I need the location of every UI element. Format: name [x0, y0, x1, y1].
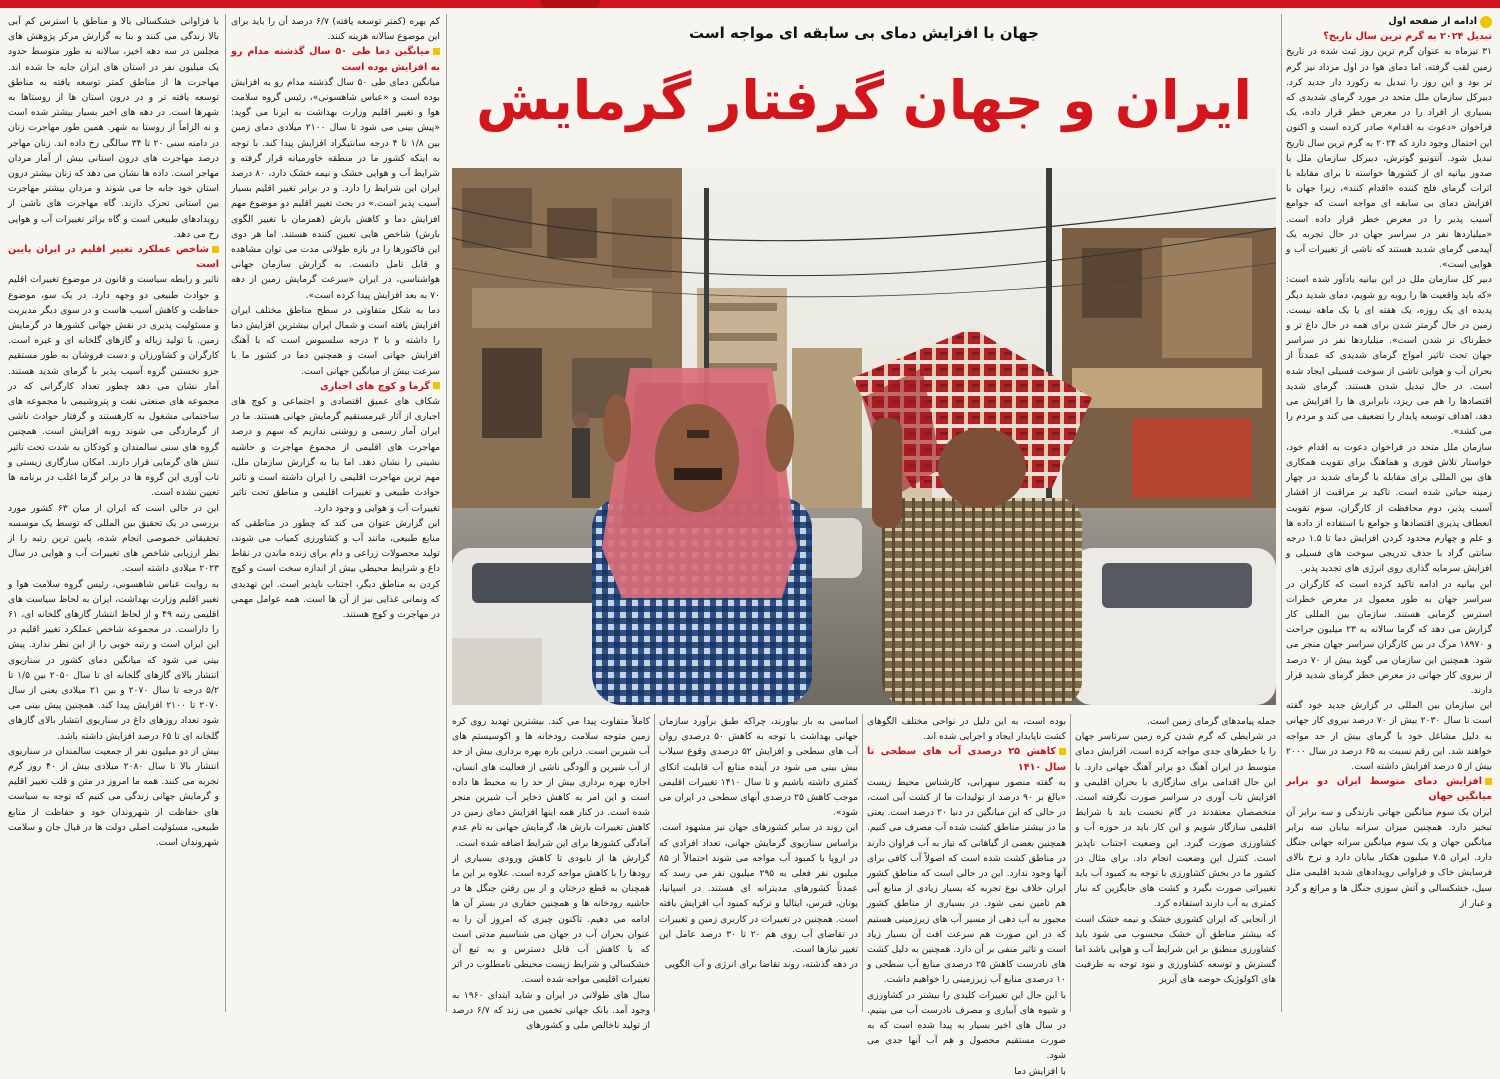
- col6-paragraph: دما به شکل متفاوتی در سطح مناطق مختلف ایران افزایش یافته است و شمال ایران بیشترین افزایش دما را داشته و با ۲ درجه سلسیوس است که با آهنگ افزایش جهانی است و همچنین دما در کشور ما با سرعت بیش از میانگین جهانی است.: [231, 304, 440, 377]
- column-2: [1075, 714, 1276, 1012]
- col1-title: تبدیل ۲۰۲۴ به گرم ترین سال تاریخ؟: [1323, 31, 1492, 43]
- col5-paragraph: گزارش ها از نابودی تا کاهش ورودی بسیاری از رودها را با کاهش مواجه کرده است. علاوه بر این ما همچنان به قطع درختان و از بین رفتن جنگل ها در حاشیه رودخانه ها و همچنین حفاری در بستر آن ها ادامه می دهیم. تاکنون چیزی که امروز آن را به عنوان بحران آب در جهان می شناسیم مدتی است که با کاهش آب قابل دسترس و به تبع آن خشکسالی و شرایط زیست محیطی نامطلوب در اثر تغییرات اقلیمی مواجه شده است.: [452, 852, 650, 986]
- col1-paragraph: سازمان ملل متحد در فراخوان دعوت به اقدام خود، خواستار تلاش فوری و هماهنگ برای تقویت همکاری های بین المللی برای مقابله با گرمای شدید در چهار زمینه حیاتی شده است. تاکید بر مراقبت از اقشار آسیب پذیر، دوم محافظت از کارگران، سوم تقویت انعطاف پذیری اقتصادها و جوامع با استفاده از داده ها و علم و چهارم محدود کردن افزایش دما تا ۱.۵ درجه سانتی گراد با حذف تدریجی سوخت های فسیلی و افزایش سرمایه گذاری روی انرژی های تجدید پذیر.: [1286, 441, 1492, 575]
- col6-paragraph: کم بهره (کمتر توسعه یافته) ۶/۷ درصد آن را باید برای این موضوع سالانه هزینه کنند.: [231, 16, 440, 43]
- col1-subheading: افزایش دمای متوسط ایران دو برابر میانگین جهان: [1286, 776, 1492, 803]
- col7-paragraph: به روایت عباس شاهسونی، رئیس گروه سلامت هوا و تغییر اقلیم وزارت بهداشت، ایران به لحاظ سیاست های اقلیمی رتبه ۴۹ و از لحاظ انتشار گازهای گلخانه ای، ۶۱ را داراست. در مجموعه شاخص عملکرد تغییر اقلیم در این ایران است و رتبه خوبی را از این نظر ندارد. پیش بینی می شود که میانگین دمای کشور در سناریوی انتشار بالای گازهای گلخانه ای تا سال ۲۰۵۰ بین ۱/۵ تا ۵/۲ درجه تا سال ۲۰۷۰ و بین ۲۱ میلادی یعنی از سال ۲۰۷۰ تا ۲۱۰۰ افزایش پیدا کند. همچنین پیش بینی می شود تعداد روزهای داغ در سناریوی انتشار بالای گازهای گلخانه ای تا ۶۵ درصد افزایش داشته باشد.: [8, 578, 219, 742]
- column-3: [867, 714, 1067, 1077]
- col5-paragraph: کاملاً متفاوت پیدا می کند. بیشترین تهدید روی کره زمین متوجه سلامت رودخانه ها و اکوسیستم های آب شیرین است. دراین باره بهره برداری بیش از حد از آب شیرین و آلودگی ناشی از فعالیت های انسان، اجازه بهره برداری بیش از حد را به محیط ها داده است و این امر به کاهش ذخایر آب شیرین منجر شده است. در کنار همه اینها افزایش دمای زمین در کاهش تغییرات بارش ها، گرمایش جهانی به نام عدم آمادگی کشورها برای این شرایط اضافه شده است.: [452, 716, 650, 849]
- col3-paragraph: با این حال این تغییرات کلیدی را بیشتر در کشاورزی و شیوه های آبیاری و مصرف نادرست آب می بینیم. در سال های اخیر بسیار به پیدا شده است که به صورت مستقیم محصول و هم آب آنها جدی می شود.: [867, 989, 1066, 1062]
- col6-paragraph: شکاف های عمیق اقتصادی و اجتماعی و کوچ های اجباری از آثار غیرمستقیم گرمایش جهانی هستند. ما در ایران آمار رسمی و روشنی نداریم که سهم و درصد مهاجرت های اقلیمی از مجموع مهاجرت و حاشیه نشینی را نشان دهد. اما بنا به گزارش سازمان ملل، مهم ترین مهاجرت اقلیمی را ایران داشته است و تاثیر حوادث طبیعی و تغییرات اقلیمی و مناطق تحت تاثیر تغییرات آب و هوایی و وجود دارد.: [231, 396, 440, 514]
- col1-paragraph: ۳۱ تیرماه به عنوان گرم ترین روز ثبت شده در تاریخ زمین لقب گرفته، اما دمای هوا در اول مرداد نیز گرم تر بود و این روز را تبدیل به رکورد دار جدید کرد. دبیرکل سازمان ملل متحد در مورد گرمای شدیدی که بسیاری از افراد را در معرض خطر قرار داده، یک فراخوان «دعوت به اقدام» صادر کرده است و اکنون این احتمال وجود دارد که ۲۰۲۴ به گرم ترین سال تاریخ تبدیل شود. آنتونیو گوترش، دبیرکل سازمان ملل با صدور بیانیه ای از کشورها خواسته تا برای مقابله با اثرات گرمای فلج کننده «اقدام کنند»، زیرا جهان با افزایش دمای بی سابقه ای مواجه است که جوامع آسیب پذیر را در معرض خطر قرار داده است. «میلیاردها نفر در سراسر جهان در حال تجربه یک آپیدمی گرمای شدید هستند که ناشی از تغییرات آب و هوایی است».: [1286, 46, 1492, 271]
- col4-paragraph: در دهه گذشته، روند تقاضا برای انرژی و آب الگویی: [664, 959, 858, 971]
- col2-paragraph: از آنجایی که ایران کشوری خشک و نیمه خشک است که بیشتر مناطق آن خشک محسوب می شود باید کشاورزی منطبق بر این شرایط آب و هوایی باشد اما گسترش و توسعه کشاورزی و نبود توجه به ظرفیت های اکولوژیک حوضه های آبریز: [1075, 913, 1276, 986]
- col7-paragraph: تاثیر و رابطه سیاست و قانون در موضوع تغییرات اقلیم و حوادث طبیعی دو وجهه دارد. در یک سو، موضوع حفاظت و کاهش آسیب هاست و در سوی دیگر مدیریت و مسئولیت پذیری در نقش جهانی کشورها در گرمایش زمین. با تولید زباله و گازهای گلخانه ای و غیره است. کارگران و کشاورزان و دست فروشان به طور مستقیم جزو نخستین گروه آسیب پذیر با گرمای شدید هستند. آمار نشان می دهد چطور تعداد کارگرانی که در مجموعه های صنعتی نفت و پتروشیمی با مجموعه های ساختمانی مشغول به کارهستند و گرفتار حوادث ناشی از گرمازدگی می شوند روبه افزایش است. همچنین گروه های سنی سالمندان و کودکان به شدت تحت تاثیر تنش های گرمایی قرار دارند. امکان سازگاری زیستی و تاب آوری این گروه ها در برابر گرما اغلب در برنامه ها تعیین نشده است.: [8, 274, 219, 499]
- column-6: [231, 14, 440, 1012]
- col1-paragraph: دبیر کل سازمان ملل در این بیانیه یادآور شده است: «که باید واقعیت ها را روبه رو شویم، دمای شدید دیگر پدیده ای یک روزه، یک هفته ای یا یک ماهه نیست. زمین در حال گرمتر شدن برای همه در حال داغ تر و خطرناک تر شدن است». میلیاردها نفر در سراسر جهان تحت تاثیر امواج گرمای شدیدی که عمدتاً از بحران آب و هوایی ناشی از سوخت فسیلی ایجاد شده است. در حال تبدیل شدن هستند. گرمای شدید اقتصادها را هم می ریزد، نابرابری ها را افزایش می دهد، اهداف توسعه پایدار را تضعیف می کند و مردم را می کشد».: [1286, 274, 1492, 438]
- subheading-marker-icon: [212, 246, 219, 253]
- continued-label: ادامه از صفحه اول: [1388, 16, 1477, 27]
- col7-paragraph: با فراوانی خشکسالی بالا و مناطق با استرس کم آبی بالا زندگی می کنند و بنا به گزارش مرکز پژوهش های مجلس در سه دهه اخیر، سالانه به طور متوسط حدود یک میلیون نفر در استان های ایران جابه جا شده اند. مهاجرت ها از مناطق کمتر توسعه یافته به مناطق توسعه یافته تر و در درون استان ها از روستاها به شهرها است. در دهه های اخیر بسیار بیشتر شده است و نه الزاماً از روستا به شهر. همین طور مهاجرت زنان در دامنه سنی ۲۰ تا ۳۴ سالگی رخ داده اند. زنان مهاجر درصد مهاجرت های درون استانی بیش از آمار مردان مهاجر است. داده ها نشان می دهد که زنان بیشتر درون استان خود جابه جا می شوند و مردان بیشتر مهاجرت بین استانی تحرک دارند. گاه مهاجرت های ناشی از رویدادهای طبیعی است و گاه براثر تغییرات آب و هوایی رخ می دهد.: [8, 16, 219, 240]
- col3-paragraph: بوده است، به این دلیل در نواحی مختلف الگوهای کشت ناپایدار ایجاد و اجرایی شده اند.: [867, 716, 1066, 743]
- page-top-bar: [0, 0, 1500, 8]
- col1-paragraph: این سازمان بین المللی در گزارش جدید خود گفته است تا سال ۲۰۳۰ بیش از ۷۰ درصد نیروی کار جهانی به دلیل مشاغل خود با گرمای بیش از حد مواجه خواهند شد. این رقم نسبت به ۶۵ درصد در سال ۲۰۰۰ بیش از ۵ درصد افزایش داشته است.: [1286, 700, 1492, 772]
- col6-paragraph: این گزارش عنوان می کند که چطور در مناطقی که منابع طبیعی، مانند آب و کشاورزی کمیاب می شوند، تولید محصولات زراعی و دام برای زنده ماندن در نقاط داغ و شرایط محیطی بیش از اندازه سخت است و کوچ کردن به مناطق دیگر، اجتناب ناپذیر است. این تهدیدی که ونمانی غذایی نیز از آن ها است. همه عوامل مهمی در مهاجرت و کوچ هستند.: [231, 517, 440, 620]
- newspaper-logo-icon: [1480, 16, 1492, 28]
- column-divider: [1281, 14, 1282, 1012]
- col4-paragraph: اساسی به بار بیاورند، چراکه طبق برآورد سازمان جهانی بهداشت با توجه به کاهش ۵۰ درصدی روان آب های سطحی و افزایش ۵۲ درصدی وقوع سیلاب بیش بینی می شود در آینده منابع آب قابلیت اتکای کمتری داشته باشیم و تا سال ۱۴۱۰ تغییرات اقلیمی موجب کاهش ۲۵ درصدی آبهای سطحی در ایران می شود».: [659, 716, 858, 819]
- col2-paragraph: جمله پیامدهای گرمای زمین است.: [1146, 716, 1276, 727]
- col7-paragraph: بیش از دو میلیون نفر از جمعیت سالمندان در سناریوی انتشار بالا تا سال ۲۰۸۰ میلادی بیش از ۴۰ روز گرم تجربه می کنند. همه ما امروز در متن و قلب تغییر اقلیم و گرمایش جهانی زندگی می کنیم که توجه به سیاست های حفاظت از شهروندان خود و حفاظت از منابع طبیعی، مسئولیت اصلی دولت ها در قبال جان و سلامت شهروندان است.: [8, 745, 219, 848]
- col7-subheading: شاخص عملکرد تغییر اقلیم در ایران پایین است: [8, 244, 219, 271]
- column-divider: [225, 14, 226, 1012]
- col2-paragraph: در شرایطی که گرم شدن کره زمین سرتاسر جهان را با خطرهای جدی مواجه کرده است، افزایش دمای متوسط در ایران آهنگ دو برابر آهنگ جهانی دارد. با این حال اقدامی برای سازگاری با بحران اقلیمی و افزایش تاب آوری در سراسر صورت نگرفته است. متخصصان معتقدند در گام نخست باید با شرایط اقلیمی سازگار شویم و این کار باید در حوزه آب و کشاورزی صورت گیرد. این وضعیت اجتناب ناپذیر است. کنترل این وضعیت انجام داد. برای مثال در کشور ما در بخش کشاورزی با توجه به کمبود آب باید تغییراتی صورت بگیرد و کشت های جایگزین که نیاز کمتری به آب دارند استفاده کرد.: [1075, 731, 1276, 910]
- column-5: [452, 714, 651, 1032]
- column-1: [1286, 14, 1492, 1012]
- subheading-marker-icon: [1485, 778, 1492, 785]
- subheading-marker-icon: [1059, 748, 1066, 755]
- column-4: [659, 714, 858, 1012]
- col6-subheading: میانگین دما طی ۵۰ سال گذشته مدام رو به افزایش بوده است: [231, 46, 440, 73]
- col1-paragraph: ایران یک سوم میانگین جهانی بارندگی و سه برابر آن تبخیر دارد. همچنین میزان سرانه بیابان سه برابر میانگین جهان و یک سوم میانگین سرانه جهانی جنگل دارد. ایران ۷.۵ میلیون هکتار بیابان دارد و نرخ بالای فرسایش خاک و فراوانی رویدادهای شدید اقلیمی مثل سیل، خشکسالی و آتش سوزی جنگل ها و مراتع و گرد و غبار از: [1286, 806, 1492, 909]
- subheading-marker-icon: [433, 48, 440, 55]
- section-tab: [540, 0, 600, 8]
- subheading-marker-icon: [433, 382, 440, 389]
- col7-paragraph: این در حالی است که ایران از میان ۶۳ کشور مورد بررسی در یک تحقیق بین المللی که توسط یک موسسه تحقیقاتی خصوصی انجام شده، پایین ترین رتبه را از نظر ارزیابی شاخص های تغییرات آب و هوایی در سال ۲۰۲۳ میلادی داشته است.: [8, 502, 219, 575]
- column-7: [8, 14, 219, 1012]
- col1-paragraph: این بیانیه در ادامه تاکید کرده است که کارگران در سراسر جهان به طور معمول در معرض خطرات استرس گرمایی هستند. سازمان بین المللی کار گزارش می دهد که گرما سالانه به ۲۳ میلیون جراحت و ۱۸۹۷۰ مرگ در بین کارگران سراسر جهان منجر می شود. همچنین این سازمان می گوید بیش از ۷۰ درصد از نیروی کار جهانی در معرض خطر گرمای شدید قرار دارند.: [1286, 578, 1493, 696]
- column-divider: [446, 14, 447, 1012]
- column-divider: [862, 714, 863, 1012]
- col3-paragraph: به گفته منصور سهرابی، کارشناس محیط زیست «بالغ بر ۹۰ درصد از تولیدات ما از کشت آبی است، در حالی که این میانگین در دنیا ۲۰ درصد است. یعنی ما در بیشتر مناطق کشت شده آب مصرف می کنیم. همچنین بعضی از گیاهانی که نیاز به آب فراوان دارند در مناطق کشت شده است که اصولاً آب کافی برای آنها وجود ندارد. این در حالی است که مناطق کشور ایران خلاف نوع تجربه که بسیار زیادی از منابع آبی هم تامین نمی شود. در بسیاری از مناطق کشور مجبور به آب دهی از مسیر آب های زیرزمینی هستیم که در این صورت هم سرعت افت آن بسیار زیاد است و تاثیر منفی بر آن دارد. همچنین به دلیل کشت های نادرست کاهش ۲۵ درصدی منابع آب سطحی و ۱۰ درصدی منابع آب زیرزمینی را خواهیم داشت.: [867, 776, 1067, 986]
- column-divider: [1070, 714, 1071, 1012]
- headline: ایران و جهان گرفتار گرمایش: [476, 69, 1252, 132]
- street-heat-photo: [452, 168, 1276, 705]
- col6-paragraph: میانگین دمای طی ۵۰ سال گذشته مدام رو به افزایش بوده است و «عباس شاهسونی»، رئیس گروه سلامت هوا و تغییر اقلیم وزارت بهداشت به ایرنا می گوید: «پیش بینی می شود تا سال ۲۱۰۰ میلادی دمای زمین بین ۱/۸ تا ۴ درجه سانتیگراد افزایش پیدا کند. با توجه به اینکه کشور ما در منطقه خاورمیانه قرار گرفته و شرایط آب و هوایی خشک و نیمه خشک دارد، ۸۰ درصد ایران این شرایط را دارد. و در برابر تغییر اقلیم بسیار آسیب پذیر است.» در بحث تغییر اقلیم دو موضوع مهم افزایش دما و کاهش بارش (همزمان با تغییر الگوی بارش) شاخص هایی تعیین کننده هستند. اما هر دوی این فاکتورها را در بازه طولانی مدت می توان مشاهده و قابل تامل دانست. به گزارش سازمان جهانی هواشناسی، در ایران «سرعت گرمایش زمین از دهه ۷۰ به بعد افزایش پیدا کرده است».: [231, 76, 441, 301]
- column-divider: [654, 714, 655, 1012]
- col5-paragraph: سال های طولانی در ایران و شاید ابتدای ۱۹۶۰ به وجود آمد. بانک جهانی تخمین می زند که ۶/۷ درصد از تولید ناخالص ملی و کشورهای: [452, 989, 651, 1032]
- col6-subheading: گرما و کوچ های اجباری: [231, 379, 440, 394]
- col3-paragraph: با افزایش دما: [1014, 1065, 1066, 1077]
- headline-kicker: جهان با افزایش دمای بی سابقه ای مواجه است: [689, 24, 1039, 42]
- col4-paragraph: این روند در سایر کشورهای جهان نیز مشهود است. براساس سناریوی گرمایش جهانی، تعداد افرادی که در اروپا با کمبود آب مواجه می شوند احتمالاً از ۸۵ میلیون نفر فعلی به ۲۹۵ میلیون نفر می رسد که عمدتاً کشورهای مدیترانه ای هستند. در اسپانیا، یونان، قبرس، ایتالیا و ترکیه کمبود آب افزایش یافته است. همچنین در تغییرات در کاربری زمین و تغییرات در تقاضای آب روی هم ۲۰ تا ۳۰ درصد عامل این تغییر نیازها است.: [659, 822, 859, 956]
- col3-subheading: کاهش ۲۵ درصدی آب های سطحی تا سال ۱۴۱۰: [867, 746, 1066, 773]
